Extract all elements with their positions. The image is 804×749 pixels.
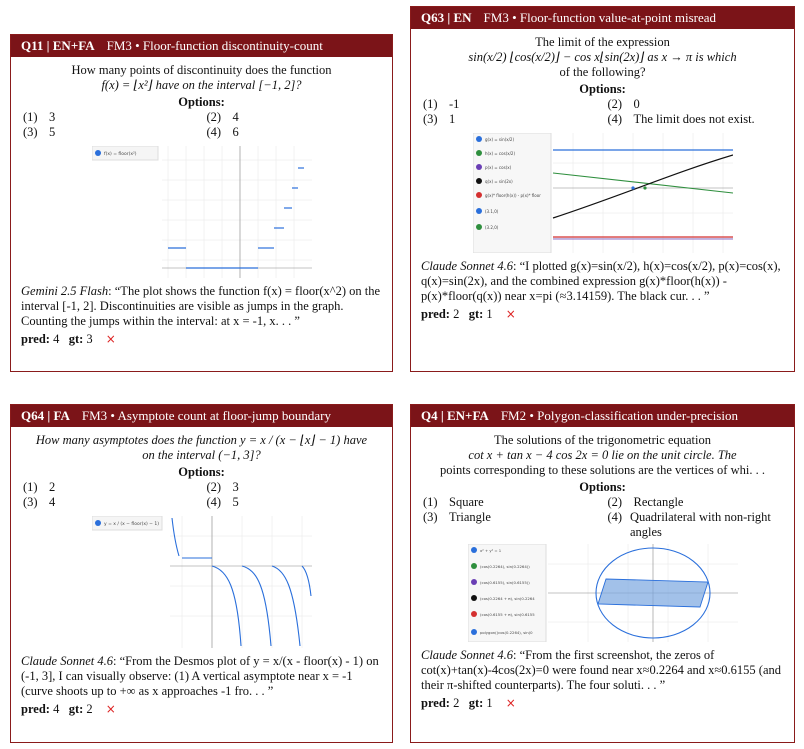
question-line: sin(x/2) ⌊cos(x/2)⌋ − cos x⌊sin(2x)⌋ as x → π is which (468, 50, 737, 64)
card-header (11, 405, 392, 427)
prediction-row: pred: 4 gt: 2 × (21, 702, 116, 716)
card-q4 (410, 404, 795, 743)
question-line: cot x + tan x − 4 cos 2x = 0 lie on the unit circle. The (468, 448, 737, 462)
question-tag: Q64 | FA (21, 408, 70, 423)
desmos-graph (468, 544, 738, 642)
gt-value: 1 (486, 696, 493, 710)
panel-expression: f(x) = floor(x²) (103, 152, 137, 157)
pred-value: 4 (53, 702, 60, 716)
desmos-screenshot (92, 146, 312, 278)
model-name: Claude Sonnet 4.6 (421, 259, 514, 273)
panel-expression: x² + y² = 1 (479, 548, 501, 553)
question-line: f(x) = ⌊x²⌋ have on the interval [−1, 2]? (101, 78, 302, 92)
explanation-text: : “From the Desmos plot of y = x/(x - floor(x) - 1) on (-1, 3], I can visually observe: (1) A vertical asymptote near x = -1 (curve shoots up to +∞ as x approaches -1 fro. . . ” (21, 654, 379, 698)
question-line: of the following? (559, 65, 646, 79)
card-header (411, 405, 794, 427)
panel-expression: q(x) = sin(2x) (484, 179, 513, 184)
options-list (421, 97, 784, 127)
options-list (21, 110, 382, 140)
option-1: (1) 2 (23, 480, 56, 494)
options-title: Options: (579, 82, 626, 96)
option-1: (1) Square (423, 495, 484, 509)
panel-expression: (cos(0.6155), sin(0.6155)) (479, 580, 530, 585)
options-title: Options: (178, 95, 225, 109)
option-2: (2) 4 (206, 110, 239, 124)
model-explanation (421, 648, 784, 693)
option-3: (3) 4 (23, 495, 56, 509)
panel-expression: (cos(0.2264), sin(0.2264)) (479, 564, 530, 569)
wrong-mark-icon: × (105, 332, 116, 346)
desmos-screenshot (92, 516, 312, 648)
option-2: (2) Rectangle (607, 495, 684, 509)
gt-value: 2 (86, 702, 93, 716)
desmos-graph (92, 146, 312, 278)
panel-expression: polygon((cos(0.2264), sin(0 (479, 630, 533, 635)
options-title: Options: (178, 465, 225, 479)
question-line: The limit of the expression (535, 35, 670, 49)
question-tag: Q4 | EN+FA (421, 408, 489, 423)
option-2: (2) 0 (607, 97, 640, 111)
explanation-text: : “The plot shows the function f(x) = floor(x^2) on the interval [-1, 2]. Discontinuities are visible as jumps in the graph. Counting the jumps within the interval: at x = -1, x. . . ” (21, 284, 381, 328)
panel-expression: (3.2,0) (484, 225, 498, 230)
model-explanation (21, 654, 382, 699)
wrong-mark-icon: × (505, 307, 516, 321)
model-name: Claude Sonnet 4.6 (21, 654, 114, 668)
panel-expression: g(x)* floor(h(x)) - p(x)* floor (484, 193, 541, 198)
question-tag: Q11 | EN+FA (21, 38, 95, 53)
failure-category: FM3 • Floor-function discontinuity-count (106, 38, 323, 53)
question-line: How many points of discontinuity does the function (71, 63, 332, 77)
question-tag: Q63 | EN (421, 10, 472, 25)
option-4: (4) 6 (206, 125, 239, 139)
question-line: The solutions of the trigonometric equation (494, 433, 711, 447)
panel-expression: (3.1,0) (484, 209, 498, 214)
panel-expression: (cos(0.6155 + π), sin(0.6155 (479, 612, 535, 617)
prediction-row: pred: 2 gt: 1 × (421, 696, 516, 710)
panel-expression: p(x) = cos(x) (484, 165, 511, 170)
gt-value: 1 (486, 307, 493, 321)
option-4: (4) The limit does not exist. (607, 112, 755, 126)
desmos-screenshot (473, 133, 733, 253)
option-1: (1) -1 (423, 97, 460, 111)
options-list (21, 480, 382, 510)
explanation-text: : “From the first screenshot, the zeros of cot(x)+tan(x)-4cos(2x)=0 were found near x≈0.2264 and x≈0.6155 (and their π-shifted counterparts). The four soluti. . . ” (421, 648, 782, 692)
desmos-graph (473, 133, 733, 253)
wrong-mark-icon: × (505, 696, 516, 710)
prediction-row: pred: 4 gt: 3 × (21, 332, 116, 346)
question-line: on the interval (−1, 3]? (142, 448, 261, 462)
card-q11 (10, 34, 393, 372)
explanation-text: : “I plotted g(x)=sin(x/2), h(x)=cos(x/2), p(x)=cos(x), q(x)=sin(2x), and the combined expression g(x)*floor(h(x)) - p(x)*floor(q(x)) near x=pi (≈3.14159). The black cur. . . ” (421, 259, 781, 303)
panel-expression: y = x / (x − floor(x) − 1) (103, 522, 159, 527)
model-name: Gemini 2.5 Flash (21, 284, 109, 298)
option-4: (4) Quadrilateral with non-right angles (607, 510, 771, 539)
panel-expression: h(x) = cos(x/2) (484, 151, 515, 156)
panel-expression: (cos(0.2264 + π), sin(0.2264 (479, 596, 535, 601)
card-q63 (410, 6, 795, 372)
desmos-graph (92, 516, 312, 648)
option-3: (3) Triangle (423, 510, 491, 524)
option-2: (2) 3 (206, 480, 239, 494)
prediction-row: pred: 2 gt: 1 × (421, 307, 516, 321)
failure-category: FM2 • Polygon-classification under-precision (500, 408, 738, 423)
pred-value: 4 (53, 332, 60, 346)
pred-value: 2 (453, 307, 460, 321)
pred-value: 2 (453, 696, 460, 710)
wrong-mark-icon: × (105, 702, 116, 716)
model-explanation (421, 259, 784, 304)
question-line: How many asymptotes does the function y = x / (x − ⌊x⌋ − 1) have (35, 433, 368, 447)
model-explanation (21, 284, 382, 329)
option-3: (3) 5 (23, 125, 56, 139)
option-4: (4) 5 (206, 495, 239, 509)
question-line: points corresponding to these solutions are the vertices of whi. . . (440, 463, 765, 477)
failure-category: FM3 • Floor-function value-at-point misread (483, 10, 717, 25)
option-3: (3) 1 (423, 112, 456, 126)
option-1: (1) 3 (23, 110, 56, 124)
desmos-screenshot (468, 544, 738, 642)
options-title: Options: (579, 480, 626, 494)
model-name: Claude Sonnet 4.6 (421, 648, 514, 662)
panel-expression: g(x) = sin(x/2) (484, 137, 514, 142)
card-header (11, 35, 392, 57)
card-header (411, 7, 794, 29)
card-q64 (10, 404, 393, 743)
failure-category: FM3 • Asymptote count at floor-jump boundary (81, 408, 331, 423)
options-list (421, 495, 784, 540)
gt-value: 3 (86, 332, 93, 346)
